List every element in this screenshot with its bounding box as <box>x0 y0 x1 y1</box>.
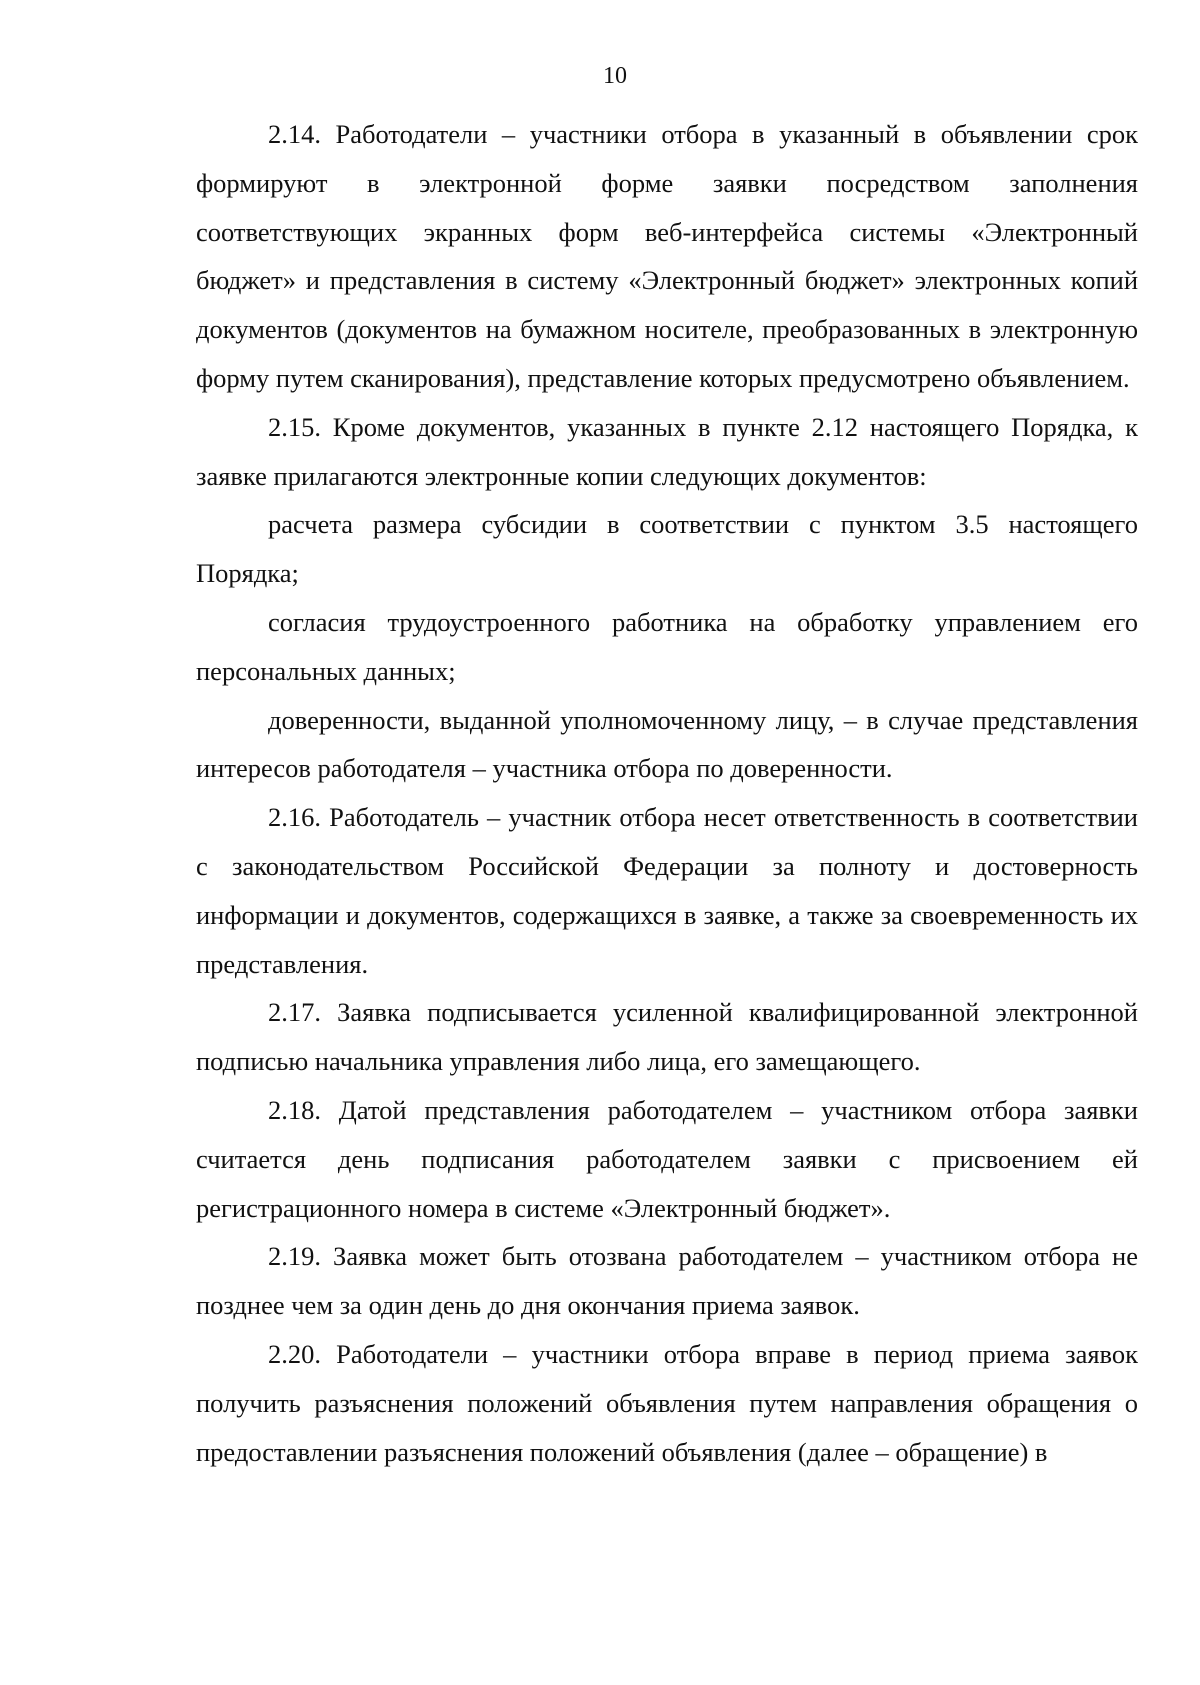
paragraph-2-20: 2.20. Работодатели – участники отбора вправе в период приема заявок получить разъяснения положений объявления путем направления обращения о предоставлении разъяснения положений объявления (далее – обращение) в <box>196 1338 1138 1467</box>
document-body <box>196 110 1138 1476</box>
paragraph-2-16: 2.16. Работодатель – участник отбора несет ответственность в соответствии с законодательством Российской Федерации за полноту и достоверность информации и документов, содержащихся в заявке, а также за своевременность их представления. <box>196 802 1138 979</box>
paragraph-2-18: 2.18. Датой представления работодателем – участником отбора заявки считается день подписания работодателем заявки с присвоением ей регистрационного номера в системе «Электронный бюджет». <box>196 1094 1138 1223</box>
page-number: 10 <box>603 63 627 89</box>
paragraph-2-15: 2.15. Кроме документов, указанных в пункте 2.12 настоящего Порядка, к заявке прилагаются электронные копии следующих документов: <box>196 411 1138 491</box>
paragraph-2-14: 2.14. Работодатели – участники отбора в указанный в объявлении срок формируют в электронной форме заявки посредством заполнения соответствующих экранных форм веб-интерфейса системы «Электронный бюджет» и представления в систему «Электронный бюджет» электронных копий документов (документов на бумажном носителе, преобразованных в электронную форму путем сканирования), представление которых предусмотрено объявлением. <box>196 119 1138 393</box>
list-item-employee-consent: согласия трудоустроенного работника на обработку управлением его персональных данных; <box>196 606 1138 686</box>
paragraph-2-19: 2.19. Заявка может быть отозвана работодателем – участником отбора не позднее чем за один день до дня окончания приема заявок. <box>196 1241 1138 1321</box>
list-item-subsidy-calculation: расчета размера субсидии в соответствии с пунктом 3.5 настоящего Порядка; <box>196 509 1138 589</box>
paragraph-2-17: 2.17. Заявка подписывается усиленной квалифицированной электронной подписью начальника управления либо лица, его замещающего. <box>196 997 1138 1077</box>
list-item-power-of-attorney: доверенности, выданной уполномоченному лицу, – в случае представления интересов работодателя – участника отбора по доверенности. <box>196 704 1138 784</box>
